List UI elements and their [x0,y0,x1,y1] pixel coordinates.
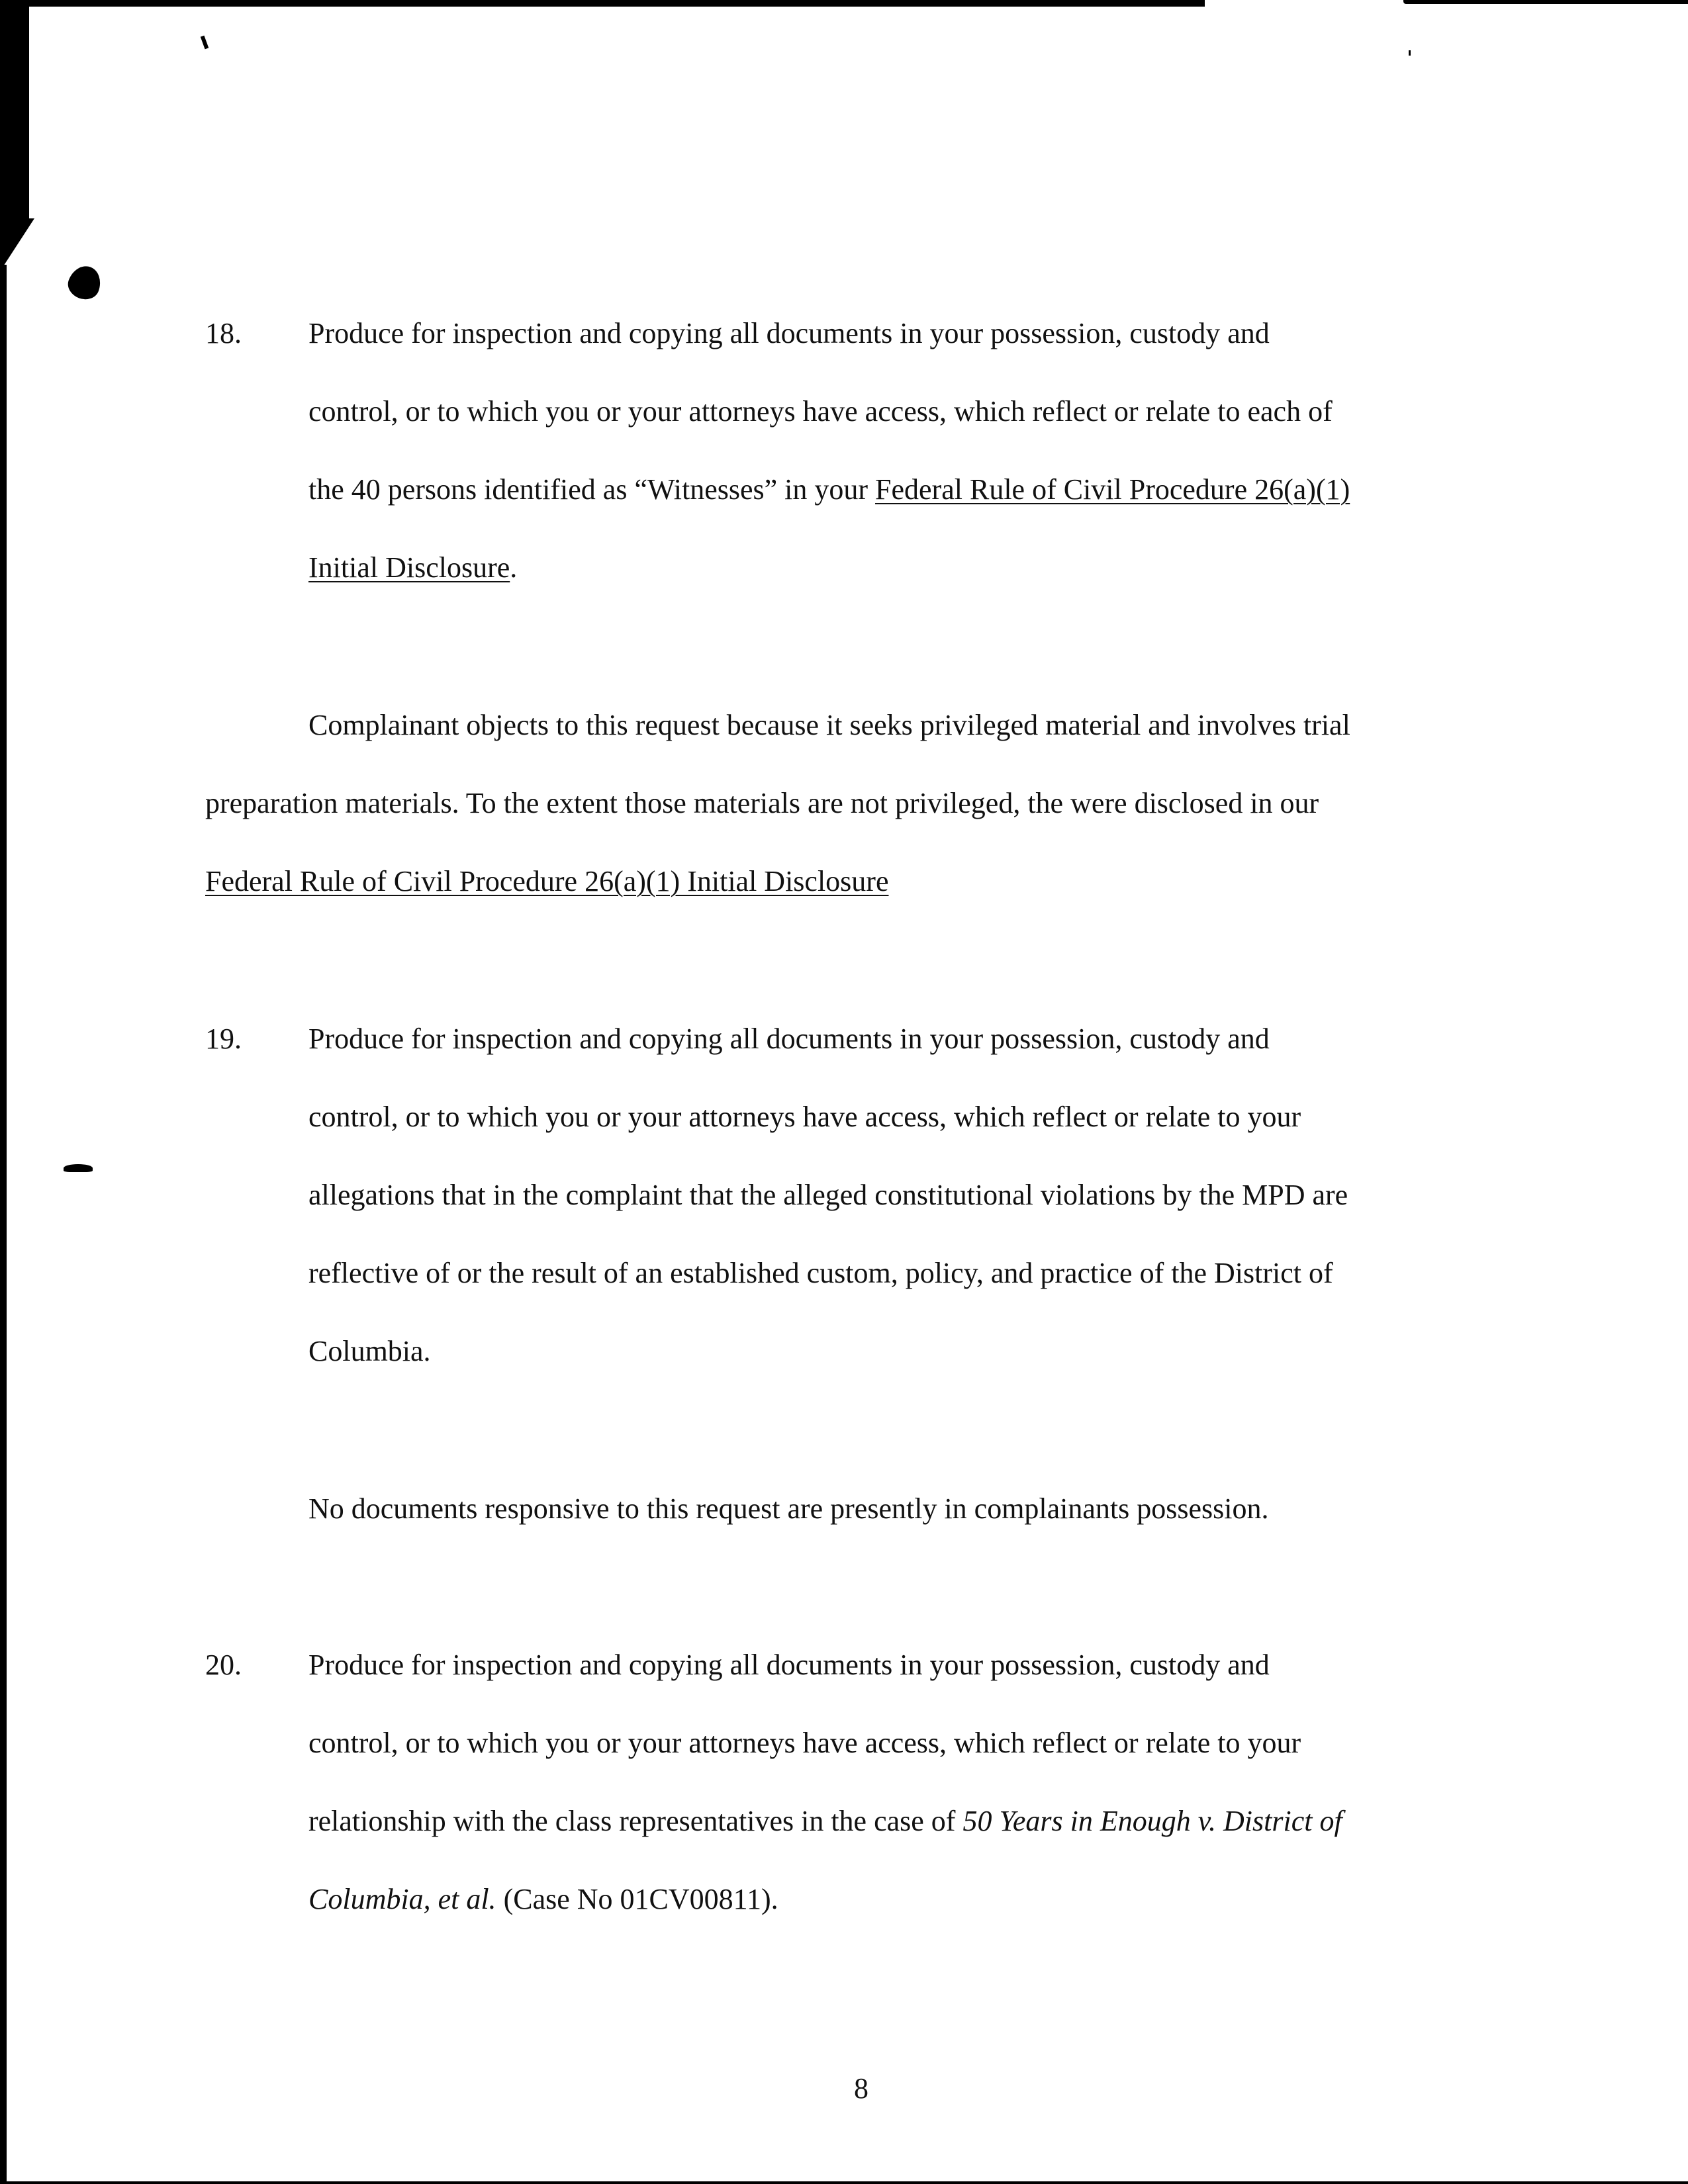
request-line [308,473,1350,507]
request-text: the 40 persons identified as “Witnesses” in your [308,473,876,506]
response-line: No documents responsive to this request are presently in complainants possession. [308,1492,1269,1525]
case-number: (Case No 01CV00811). [496,1883,778,1915]
page-number: 8 [854,2072,868,2105]
case-name: 50 Years in Enough v. District of [962,1805,1342,1837]
response-line: Complainant objects to this request because it seeks privileged material and involves trial [308,709,1350,741]
request-line: control, or to which you or your attorneys have access, which reflect or relate to each of [308,395,1333,428]
scan-edge-left-lower [0,265,7,2184]
item-number: 18. [205,317,242,349]
scan-edge-bottom [0,2181,1688,2184]
scan-edge-top-right [1403,0,1688,4]
response-line: preparation materials. To the extent those materials are not privileged, the were disclosed in our [205,787,1319,819]
scan-edge-left-notch [0,218,34,271]
scan-edge-left [0,0,29,225]
request-line [308,551,517,585]
request-line: Produce for inspection and copying all documents in your possession, custody and [308,1649,1270,1681]
scan-edge-top [0,0,1205,7]
scan-speck [1409,50,1411,56]
request-line: Produce for inspection and copying all documents in your possession, custody and [308,317,1270,349]
punch-hole-mark [64,261,105,303]
item-number: 20. [205,1649,242,1681]
request-text: . [510,551,518,584]
request-line: allegations that in the complaint that the alleged constitutional violations by the MPD are [308,1179,1348,1211]
request-line: Produce for inspection and copying all documents in your possession, custody and [308,1023,1270,1055]
rule-reference: Federal Rule of Civil Procedure 26(a)(1) [875,473,1350,506]
request-line [308,1882,778,1917]
scan-speck [64,1164,93,1172]
case-name: Columbia, et al. [308,1883,496,1915]
request-line: control, or to which you or your attorneys have access, which reflect or relate to your [308,1101,1301,1133]
request-line [308,1804,1342,1839]
request-line: control, or to which you or your attorneys have access, which reflect or relate to your [308,1727,1301,1759]
scan-speck [201,36,209,50]
rule-reference: Federal Rule of Civil Procedure 26(a)(1) Initial Disclosure [205,865,889,897]
request-line: reflective of or the result of an established custom, policy, and practice of the District of [308,1257,1333,1289]
request-line: Columbia. [308,1335,431,1367]
item-number: 19. [205,1023,242,1055]
rule-reference: Initial Disclosure [308,551,510,584]
request-text: relationship with the class representatives in the case of [308,1805,963,1837]
